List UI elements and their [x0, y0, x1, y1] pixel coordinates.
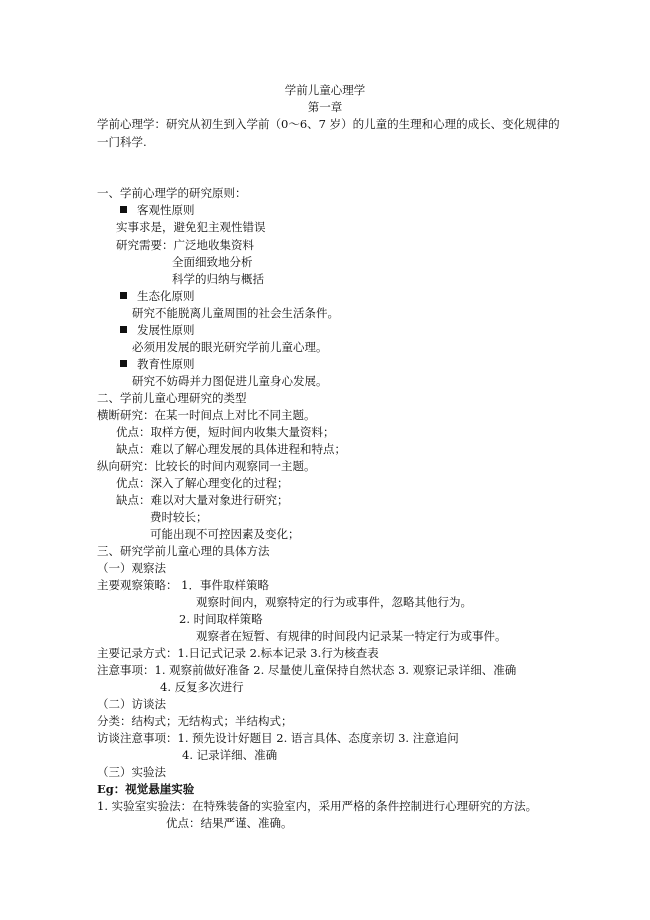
ecological-line-1: 研究不能脱离儿童周围的社会生活条件。	[132, 306, 339, 320]
observation-strategy-2-desc: 观察者在短暂、有规律的时间段内记录某一特定行为或事件。	[196, 629, 507, 643]
observation-heading: （一）观察法	[97, 561, 166, 575]
bullet-icon	[120, 360, 127, 367]
lab-experiment-advantage: 优点：结果严谨、准确。	[166, 816, 293, 830]
bullet-icon	[120, 326, 127, 333]
interview-notes-4: 4. 记录详细、准确	[182, 748, 278, 762]
section-3-heading: 三、研究学前儿童心理的具体方法	[97, 544, 270, 558]
interview-classification: 分类：结构式；无结构式；半结构式；	[97, 714, 293, 728]
interview-notes-line: 访谈注意事项：1. 预先设计好题目 2. 语言具体、态度亲切 3. 注意追问	[97, 731, 459, 745]
longitudinal-disadvantage-2: 费时较长；	[150, 510, 208, 524]
objective-line-2: 研究需要：广泛地收集资料	[116, 238, 254, 252]
interview-heading: （二）访谈法	[97, 697, 166, 711]
lab-experiment-line: 1. 实验室实验法：在特殊装备的实验室内，采用严格的条件控制进行心理研究的方法。	[97, 799, 538, 813]
cross-sectional-line: 横断研究：在某一时间点上对比不同主题。	[97, 408, 316, 422]
observation-strategy-2: 2. 时间取样策略	[179, 612, 263, 626]
longitudinal-disadvantage-1: 缺点：难以对大量对象进行研究；	[116, 493, 289, 507]
definition-line-2: 一门科学.	[97, 135, 147, 149]
longitudinal-advantage: 优点：深入了解心理变化的过程；	[116, 476, 289, 490]
chapter-heading: 第一章	[307, 100, 343, 114]
bullet-icon	[120, 206, 127, 213]
principle-developmental: 发展性原则	[120, 322, 195, 338]
section-1-heading: 一、学前心理学的研究原则：	[97, 186, 247, 200]
objective-line-4: 科学的归纳与概括	[172, 272, 264, 286]
objective-line-3: 全面细致地分析	[172, 255, 253, 269]
developmental-line-1: 必须用发展的眼光研究学前儿童心理。	[132, 340, 328, 354]
section-2-heading: 二、学前儿童心理研究的类型	[97, 391, 247, 405]
principle-ecological: 生态化原则	[120, 288, 195, 304]
objective-line-1: 实事求是，避免犯主观性错误	[116, 220, 266, 234]
experiment-heading: （三）实验法	[97, 765, 166, 779]
educational-line-1: 研究不妨碍并力图促进儿童身心发展。	[132, 374, 328, 388]
document-title: 学前儿童心理学	[284, 83, 366, 97]
definition-line-1: 学前心理学：研究从初生到入学前（0～6、7 岁）的儿童的生理和心理的成长、变化规律的	[97, 117, 560, 131]
observation-notes-4: 4. 反复多次进行	[160, 680, 244, 694]
principle-objective: 客观性原则	[120, 202, 195, 218]
longitudinal-line: 纵向研究：比较长的时间内观察同一主题。	[97, 459, 316, 473]
experiment-example: Eg：视觉悬崖实验	[97, 782, 195, 796]
observation-strategy-1-desc: 观察时间内，观察特定的行为或事件，忽略其他行为。	[196, 595, 472, 609]
observation-record-line: 主要记录方式：1.日记式记录 2.标本记录 3.行为核查表	[97, 646, 379, 660]
cross-sectional-disadvantage: 缺点：难以了解心理发展的具体进程和特点；	[116, 442, 346, 456]
observation-notes-line: 注意事项：1. 观察前做好准备 2. 尽量使儿童保持自然状态 3. 观察记录详细、准确	[97, 663, 517, 677]
longitudinal-disadvantage-3: 可能出现不可控因素及变化；	[150, 527, 300, 541]
observation-strategy-line: 主要观察策略： 1．事件取样策略	[97, 578, 269, 592]
bullet-icon	[120, 292, 127, 299]
cross-sectional-advantage: 优点：取样方便，短时间内收集大量资料；	[116, 425, 335, 439]
principle-educational: 教育性原则	[120, 356, 195, 372]
